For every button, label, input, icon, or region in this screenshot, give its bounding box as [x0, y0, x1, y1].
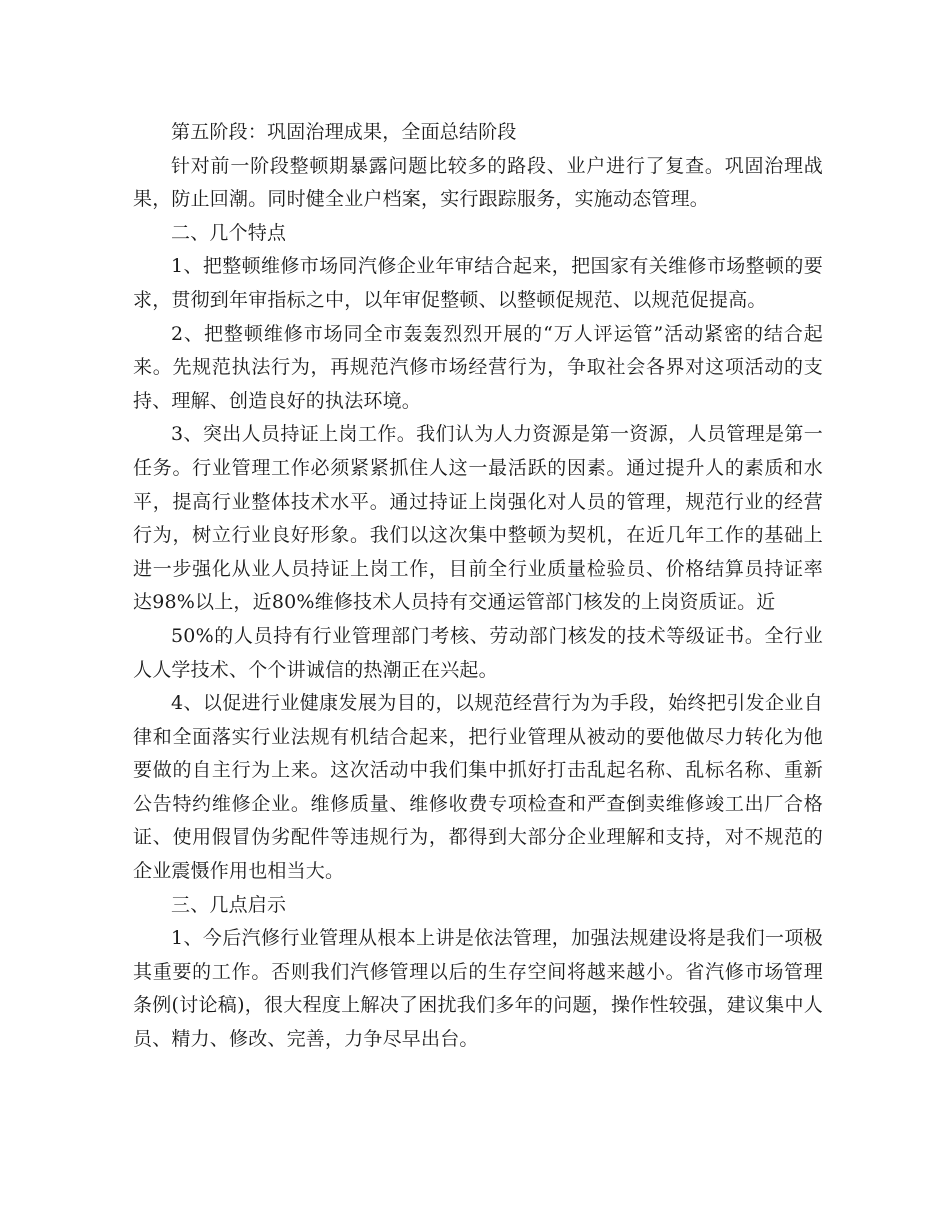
section-three-heading: 三、几点启示 [171, 893, 287, 916]
section-two-heading: 二、几个特点 [171, 221, 287, 244]
insight-1-paragraph: 1、今后汽修行业管理从根本上讲是依法管理，加强法规建设将是我们一项极其重要的工作。否则我们汽修管理以后的生存空间将越来越小。省汽修市场管理条例(讨论稿)，很大程度上解决了困扰我们多年的问题，操作性较强，建议集中人员、精力、修改、完善，力争尽早出台。 [133, 927, 823, 1051]
feature-1-paragraph: 1、把整顿维修市场同汽修企业年审结合起来，把国家有关维修市场整顿的要求，贯彻到年审指标之中，以年审促整顿、以整顿促规范、以规范促提高。 [133, 255, 823, 311]
stage-five-paragraph: 针对前一阶段整顿期暴露问题比较多的路段、业户进行了复查。巩固治理战果，防止回潮。同时健全业户档案，实行跟踪服务，实施动态管理。 [133, 154, 823, 211]
document-body [133, 116, 823, 1057]
feature-2-paragraph: 2、把整顿维修市场同全市轰轰烈烈开展的“万人评运管”活动紧密的结合起来。先规范执法行为，再规范汽修市场经营行为，争取社会各界对这项活动的支持、理解、创造良好的执法环境。 [133, 322, 823, 412]
feature-3-continuation-paragraph: 50%的人员持有行业管理部门考核、劳动部门核发的技术等级证书。全行业人人学技术、个个讲诚信的热潮正在兴起。 [133, 624, 823, 681]
feature-3-paragraph: 3、突出人员持证上岗工作。我们认为人力资源是第一资源，人员管理是第一任务。行业管理工作必须紧紧抓住人这一最活跃的因素。通过提升人的素质和水平，提高行业整体技术水平。通过持证上岗强化对人员的管理，规范行业的经营行为，树立行业良好形象。我们以这次集中整顿为契机，在近几年工作的基础上进一步强化从业人员持证上岗工作，目前全行业质量检验员、价格结算员持证率达98%以上，近80%维修技术人员持有交通运管部门核发的上岗资质证。近 [133, 423, 823, 614]
feature-4-paragraph: 4、以促进行业健康发展为目的，以规范经营行为为手段，始终把引发企业自律和全面落实行业法规有机结合起来，把行业管理从被动的要他做尽力转化为他要做的自主行为上来。这次活动中我们集中抓好打击乱起名称、乱标名称、重新公告特约维修企业。维修质量、维修收费专项检查和严查倒卖维修竣工出厂合格证、使用假冒伪劣配件等违规行为，都得到大部分企业理解和支持，对不规范的企业震慑作用也相当大。 [133, 692, 823, 883]
stage-five-heading: 第五阶段：巩固治理成果，全面总结阶段 [171, 121, 517, 143]
